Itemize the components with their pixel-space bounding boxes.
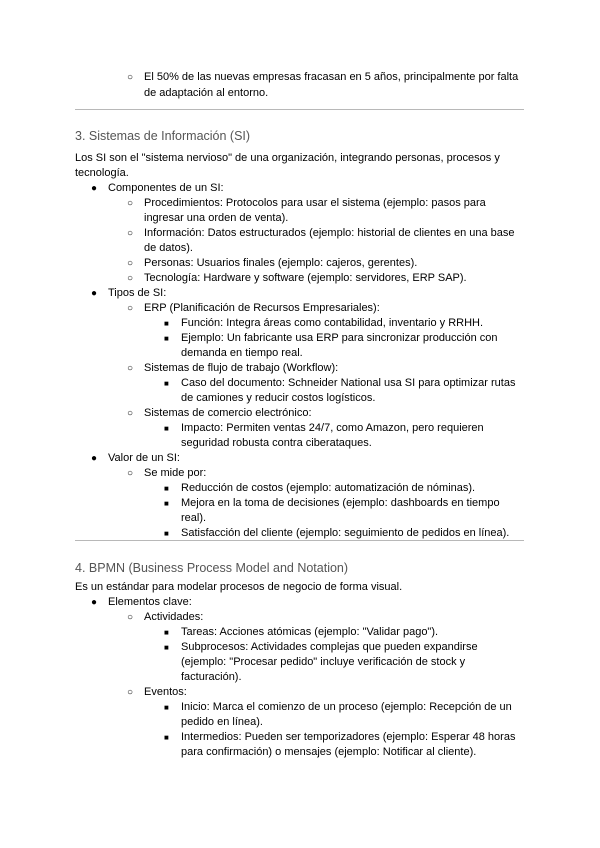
list-item: Subprocesos: Actividades complejas que pueden expandirse [181,641,478,653]
list-item: Información: Datos estructurados (ejemplo: historial de clientes en una base [144,227,515,239]
bullet-square: ■ [164,628,169,637]
bullet-hollow: ○ [127,408,134,419]
activities-label: Actividades: [144,611,204,623]
list-item: Tecnología: Hardware y software (ejemplo: servidores, ERP SAP). [144,272,467,284]
erp-label: ERP (Planificación de Recursos Empresariales): [144,302,380,314]
list-item: Impacto: Permiten ventas 24/7, como Amazon, pero requieren [181,422,484,434]
list-item: seguridad robusta contra ciberataques. [181,437,372,449]
list-item: para confirmación) o mensajes (ejemplo: Notificar al cliente). [181,746,477,758]
bullet-hollow: ○ [127,273,134,284]
list-item: facturación). [181,671,242,683]
bullet-square: ■ [164,733,169,742]
bullet-square: ■ [164,499,169,508]
bullet-hollow: ○ [127,198,134,209]
list-item: Tareas: Acciones atómicas (ejemplo: "Validar pago"). [181,626,439,638]
bullet-filled: ● [91,597,98,608]
list-item: Intermedios: Pueden ser temporizadores (ejemplo: Esperar 48 horas [181,731,516,743]
list-item: demanda en tiempo real. [181,347,303,359]
list-item: Satisfacción del cliente (ejemplo: seguimiento de pedidos en línea). [181,527,510,539]
bullet-square: ■ [164,424,169,433]
bullet-square: ■ [164,319,169,328]
list-item: Función: Integra áreas como contabilidad, inventario y RRHH. [181,317,484,329]
section-divider [75,540,524,541]
events-label: Eventos: [144,686,187,698]
section-3-heading: 3. Sistemas de Información (SI) [75,129,251,143]
bullet-square: ■ [164,379,169,388]
workflow-label: Sistemas de flujo de trabajo (Workflow): [144,362,339,374]
bullet-hollow: ○ [127,303,134,314]
bullet-hollow: ○ [127,468,134,479]
list-item: (ejemplo: "Procesar pedido" incluye verificación de stock y [181,656,466,668]
bullet-filled: ● [91,183,98,194]
bullet-hollow: ○ [127,228,134,239]
list-item: de datos). [144,242,193,254]
section-4-paragraph: Es un estándar para modelar procesos de negocio de forma visual. [75,581,403,593]
bullet-square: ■ [164,529,169,538]
list-item: ingresar una orden de venta). [144,212,289,224]
bullet-hollow: ○ [127,687,134,698]
bullet-hollow: ○ [127,612,134,623]
list-item: Ejemplo: Un fabricante usa ERP para sincronizar producción con [181,332,498,344]
section-divider [75,109,524,110]
bullet-square: ■ [164,703,169,712]
bullet-hollow: ○ [127,258,134,269]
list-item: Reducción de costos (ejemplo: automatización de nóminas). [181,482,476,494]
bullet-filled: ● [91,288,98,299]
bullet-hollow: ○ [127,363,134,374]
list-item: pedido en línea). [181,716,263,728]
section-3-paragraph: tecnología. [75,167,129,179]
bullet-square: ■ [164,484,169,493]
list-item: de camiones y reducir costos logísticos. [181,392,376,404]
list-item: Mejora en la toma de decisiones (ejemplo: dashboards en tiempo [181,497,500,509]
types-label: Tipos de SI: [108,287,167,299]
intro-item-line: de adaptación al entorno. [144,87,269,99]
list-item: real). [181,512,207,524]
list-item: Inicio: Marca el comienzo de un proceso (ejemplo: Recepción de un [181,701,512,713]
bullet-filled: ● [91,453,98,464]
section-3-paragraph: Los SI son el "sistema nervioso" de una organización, integrando personas, procesos y [75,152,500,164]
list-item: Procedimientos: Protocolos para usar el sistema (ejemplo: pasos para [144,197,486,209]
list-item: Caso del documento: Schneider National usa SI para optimizar rutas [181,377,516,389]
bullet-square: ■ [164,334,169,343]
components-label: Componentes de un SI: [108,182,224,194]
list-item: Personas: Usuarios finales (ejemplo: cajeros, gerentes). [144,257,418,269]
section-4-heading: 4. BPMN (Business Process Model and Notation) [75,561,349,575]
measure-label: Se mide por: [144,467,207,479]
value-label: Valor de un SI: [108,452,180,464]
intro-item-line: El 50% de las nuevas empresas fracasan en 5 años, principalmente por falta [144,71,519,83]
bullet-hollow: ○ [127,72,134,83]
bullet-square: ■ [164,643,169,652]
key-elements-label: Elementos clave: [108,596,192,608]
ecommerce-label: Sistemas de comercio electrónico: [144,407,312,419]
